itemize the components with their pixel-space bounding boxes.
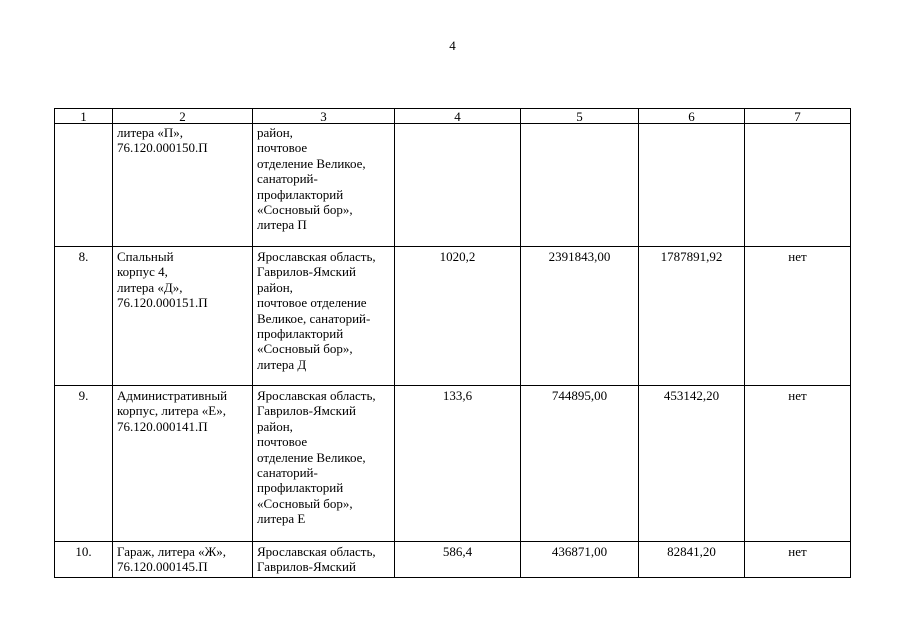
object-residual-value: 82841,20 bbox=[639, 542, 745, 578]
object-name: литера «П», 76.120.000150.П bbox=[113, 124, 253, 247]
column-header: 1 bbox=[55, 109, 113, 124]
object-encumbrance: нет bbox=[745, 386, 851, 542]
object-address: Ярославская область, Гаврилов-Ямский bbox=[253, 542, 395, 578]
object-book-value: 2391843,00 bbox=[521, 247, 639, 386]
object-address: Ярославская область, Гаврилов-Ямский район, почтовое отделение Великое, санаторий- профилакторий «Сосновый бор», литера Д bbox=[253, 247, 395, 386]
property-table bbox=[54, 108, 851, 578]
object-residual-value bbox=[639, 124, 745, 247]
object-residual-value: 453142,20 bbox=[639, 386, 745, 542]
object-residual-value: 1787891,92 bbox=[639, 247, 745, 386]
table-header-row bbox=[55, 109, 851, 124]
column-header: 5 bbox=[521, 109, 639, 124]
object-encumbrance: нет bbox=[745, 247, 851, 386]
column-header: 3 bbox=[253, 109, 395, 124]
object-book-value: 744895,00 bbox=[521, 386, 639, 542]
object-area: 1020,2 bbox=[395, 247, 521, 386]
row-number: 8. bbox=[55, 247, 113, 386]
object-name: Гараж, литера «Ж», 76.120.000145.П bbox=[113, 542, 253, 578]
object-name: Административный корпус, литера «Е», 76.120.000141.П bbox=[113, 386, 253, 542]
page-number: 4 bbox=[449, 38, 456, 53]
object-name: Спальный корпус 4, литера «Д», 76.120.000151.П bbox=[113, 247, 253, 386]
column-header: 7 bbox=[745, 109, 851, 124]
column-header: 4 bbox=[395, 109, 521, 124]
column-header: 6 bbox=[639, 109, 745, 124]
object-book-value bbox=[521, 124, 639, 247]
table-row bbox=[55, 124, 851, 247]
object-encumbrance: нет bbox=[745, 542, 851, 578]
object-area: 586,4 bbox=[395, 542, 521, 578]
table-row bbox=[55, 386, 851, 542]
row-number: 10. bbox=[55, 542, 113, 578]
row-number: 9. bbox=[55, 386, 113, 542]
table-row bbox=[55, 247, 851, 386]
object-area bbox=[395, 124, 521, 247]
object-address: район, почтовое отделение Великое, санаторий- профилакторий «Сосновый бор», литера П bbox=[253, 124, 395, 247]
column-header: 2 bbox=[113, 109, 253, 124]
object-book-value: 436871,00 bbox=[521, 542, 639, 578]
row-number bbox=[55, 124, 113, 247]
object-address: Ярославская область, Гаврилов-Ямский район, почтовое отделение Великое, санаторий- профилакторий «Сосновый бор», литера Е bbox=[253, 386, 395, 542]
object-area: 133,6 bbox=[395, 386, 521, 542]
object-encumbrance bbox=[745, 124, 851, 247]
table-row bbox=[55, 542, 851, 578]
